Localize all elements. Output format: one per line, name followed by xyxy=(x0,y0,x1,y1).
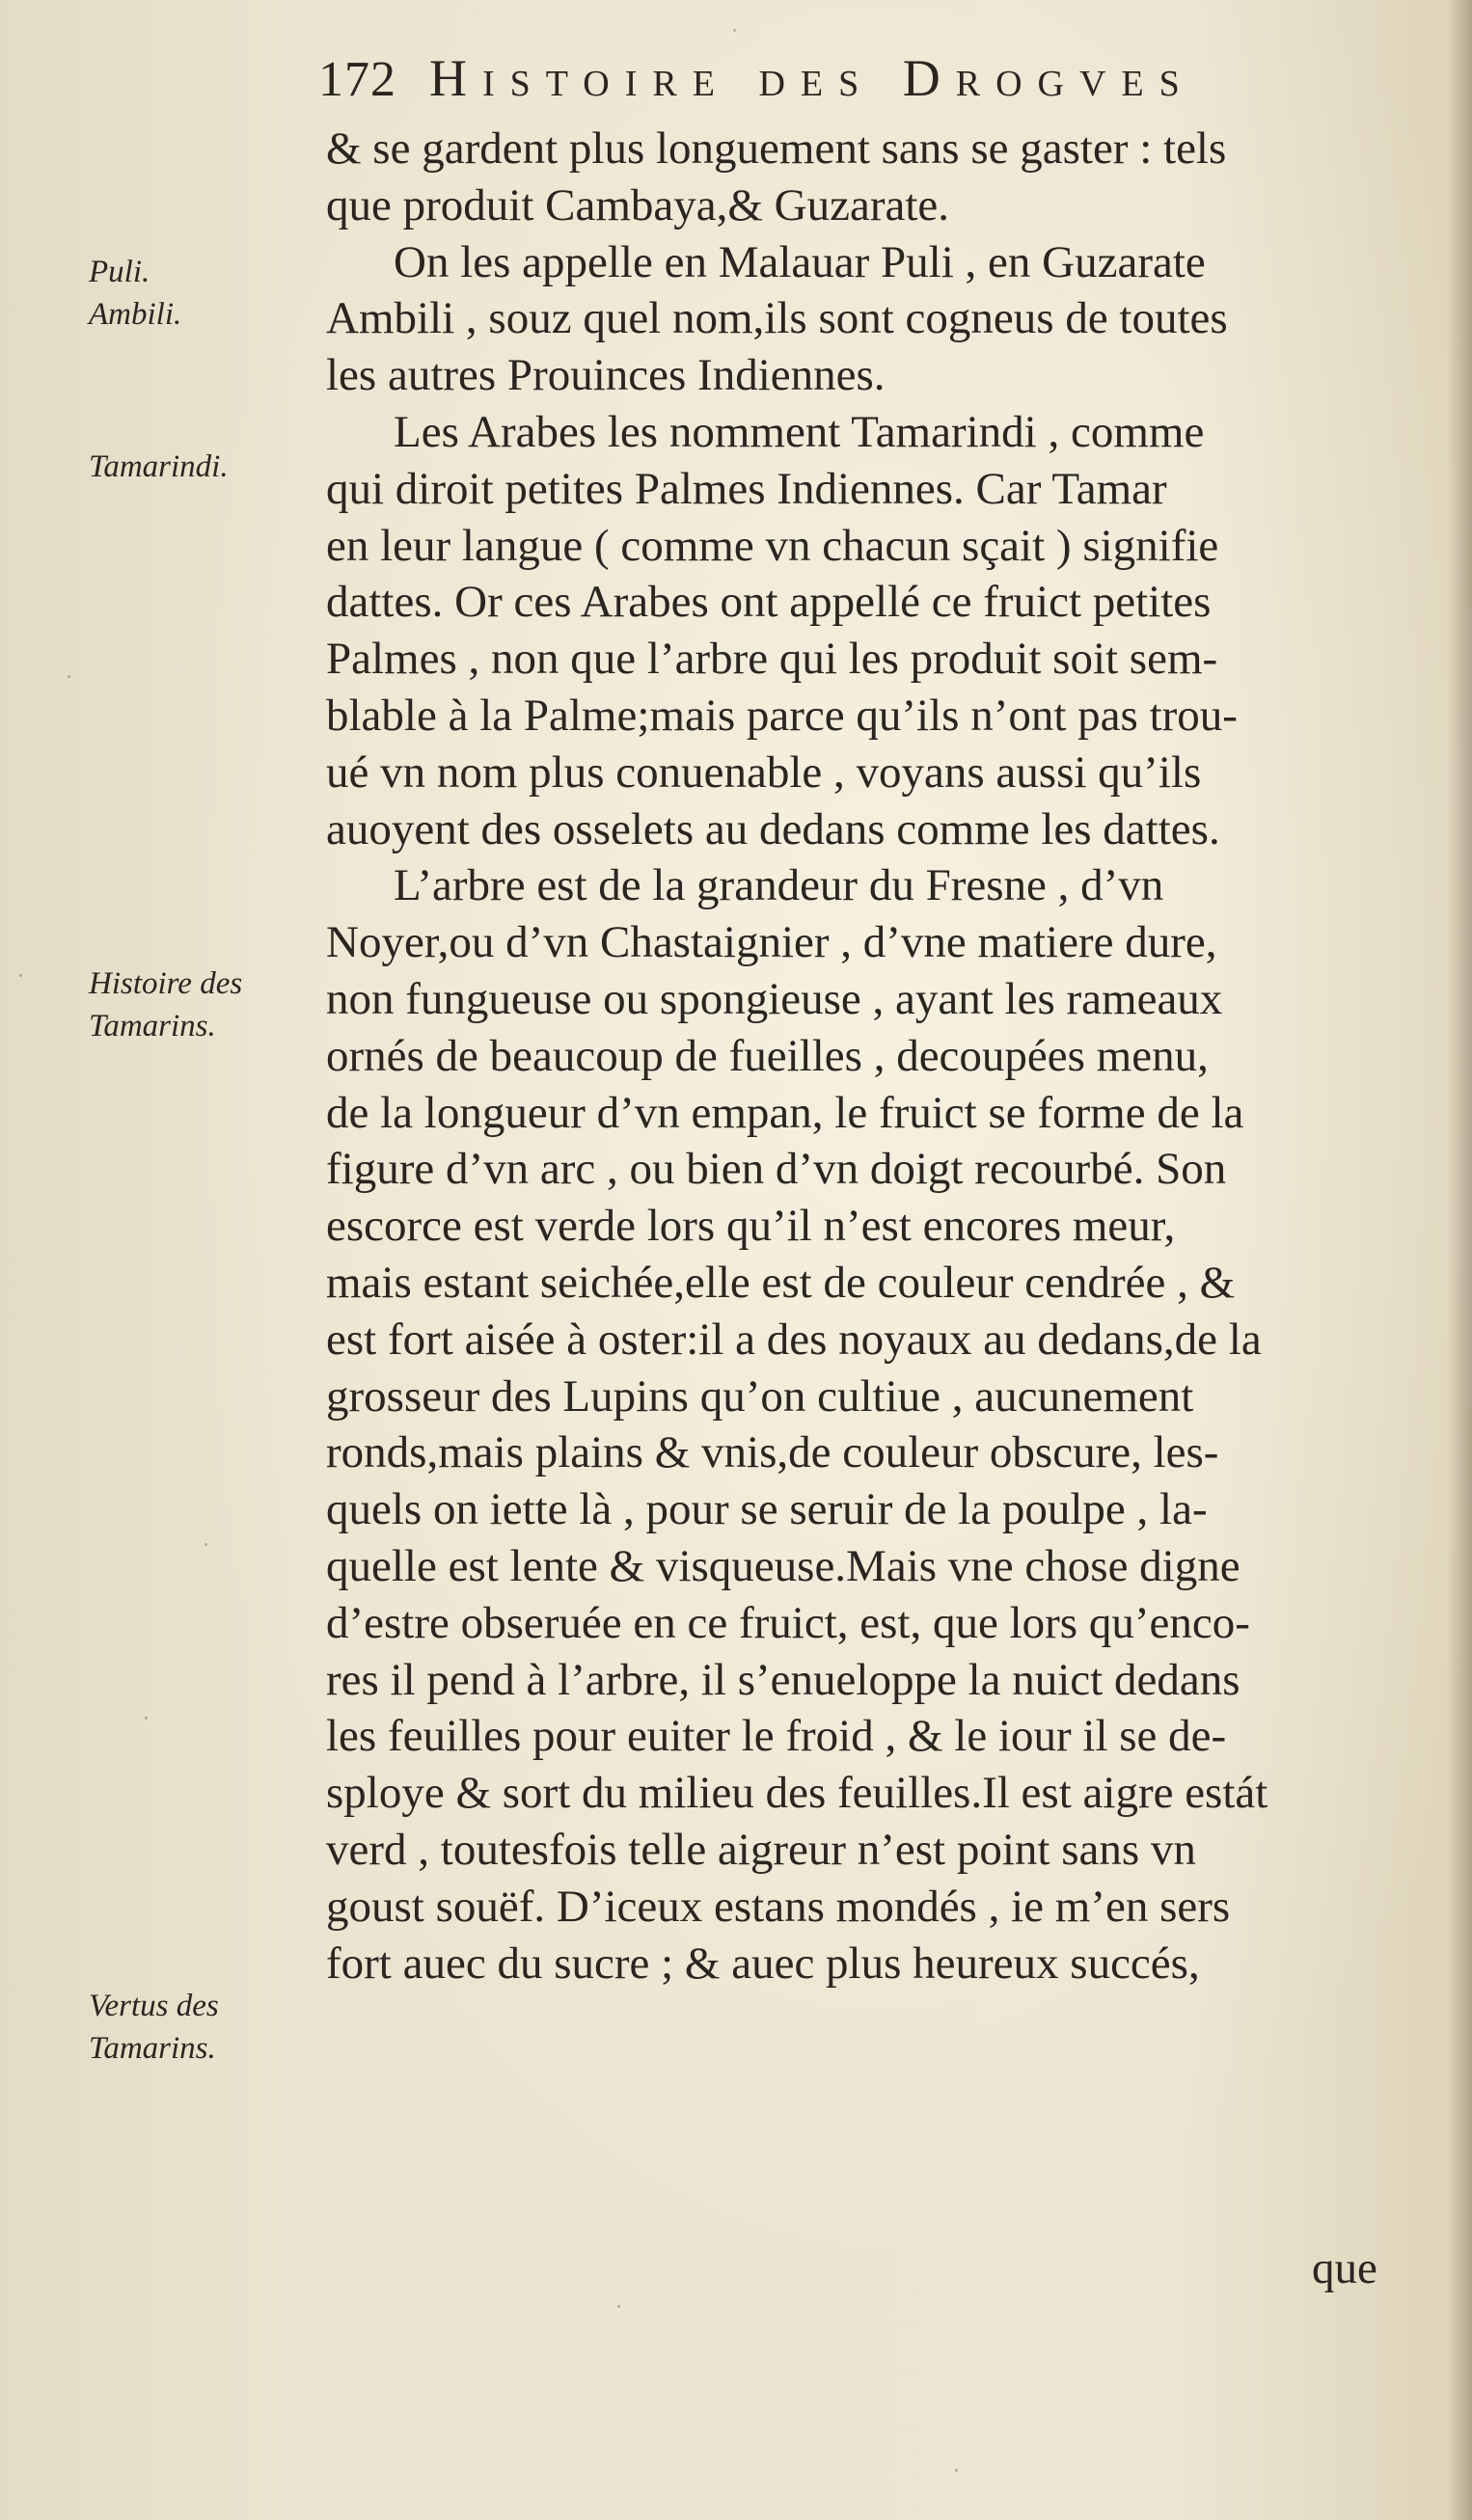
margin-note-histoire-tamarins xyxy=(89,962,311,1047)
text-line: goust souëf. D’iceux estans mondés , ie m’en sers xyxy=(326,1881,1231,1932)
text-line: Noyer,ou d’vn Chastaignier , d’vne matiere dure, xyxy=(326,917,1217,968)
text-line: escorce est verde lors qu’il n’est encores meur, xyxy=(326,1201,1176,1252)
text-line: dattes. Or ces Arabes ont appellé ce fruict petites xyxy=(326,577,1212,628)
text-line: Ambili , souz quel nom,ils sont cogneus de toutes xyxy=(326,293,1228,344)
running-head: Histoire des Drogves xyxy=(429,49,1195,107)
margin-note-tamarindi xyxy=(89,446,311,488)
text-line: Palmes , non que l’arbre qui les produit soit sem- xyxy=(326,634,1218,685)
text-line: grosseur des Lupins qu’on cultiue , aucunement xyxy=(326,1370,1194,1422)
text-line: les autres Prouinces Indiennes. xyxy=(326,350,886,401)
margin-note-line: Ambili. xyxy=(89,297,182,332)
text-line: Les Arabes les nomment Tamarindi , comme xyxy=(394,406,1205,457)
text-line: res il pend à l’arbre, il s’enueloppe la nuict dedans xyxy=(326,1654,1240,1705)
margin-note-line: Tamarins. xyxy=(89,2031,216,2066)
text-line: quels on iette là , pour se seruir de la poulpe , la- xyxy=(326,1484,1208,1535)
margin-note-line: Tamarins. xyxy=(89,1009,216,1043)
text-line: ué vn nom plus conuenable , voyans aussi qu’ils xyxy=(326,746,1202,798)
text-line: fort auec du sucre ; & auec plus heureux succés, xyxy=(326,1937,1200,1989)
catchword: que xyxy=(1312,2243,1377,2293)
body-text xyxy=(326,121,1435,1992)
text-line: qui diroit petites Palmes Indiennes. Car Tamar xyxy=(326,463,1167,514)
text-line: verd , toutesfois telle aigreur n’est point sans vn xyxy=(326,1824,1196,1875)
text-line: blable à la Palme;mais parce qu’ils n’ont pas trou- xyxy=(326,690,1238,741)
text-line: mais estant seichée,elle est de couleur cendrée , & xyxy=(326,1257,1236,1308)
page-number: 172 xyxy=(318,52,396,107)
text-line: auoyent des osselets au dedans comme les dattes. xyxy=(326,803,1220,854)
margin-note-line: Puli. xyxy=(89,255,150,289)
text-line: ronds,mais plains & vnis,de couleur obscure, les- xyxy=(326,1427,1219,1478)
text-line: que produit Cambaya,& Guzarate. xyxy=(326,179,950,230)
text-line: figure d’vn arc , ou bien d’vn doigt recourbé. Son xyxy=(326,1144,1227,1195)
text-line: d’estre obseruée en ce fruict, est, que lors qu’enco- xyxy=(326,1597,1250,1648)
page-edge-shadow xyxy=(1447,0,1472,2520)
text-line: quelle est lente & visqueuse.Mais vne chose digne xyxy=(326,1540,1240,1591)
text-line: en leur langue ( comme vn chacun sçait ) signifie xyxy=(326,520,1219,571)
text-line: les feuilles pour euiter le froid , & le iour il se de- xyxy=(326,1711,1227,1762)
margin-note-vertus-tamarins xyxy=(89,1985,311,2070)
text-line: ornés de beaucoup de fueilles , decoupées menu, xyxy=(326,1030,1209,1081)
text-line: On les appelle en Malauar Puli , en Guzarate xyxy=(394,236,1206,287)
margin-note-line: Histoire des xyxy=(89,966,243,1001)
text-line: non fungueuse ou spongieuse , ayant les rameaux xyxy=(326,973,1223,1024)
margin-note-line: Vertus des xyxy=(89,1989,219,2023)
text-line: L’arbre est de la grandeur du Fresne , d’vn xyxy=(394,860,1164,911)
margin-note-line: Tamarindi. xyxy=(89,449,229,484)
text-line: sploye & sort du milieu des feuilles.Il est aigre estát xyxy=(326,1768,1268,1819)
page-header xyxy=(318,48,1360,125)
margin-note-puli-ambili xyxy=(89,251,311,336)
text-line: & se gardent plus longuement sans se gaster : tels xyxy=(326,123,1227,174)
text-line: est fort aisée à oster:il a des noyaux au dedans,de la xyxy=(326,1314,1262,1365)
text-line: de la longueur d’vn empan, le fruict se forme de la xyxy=(326,1087,1244,1138)
